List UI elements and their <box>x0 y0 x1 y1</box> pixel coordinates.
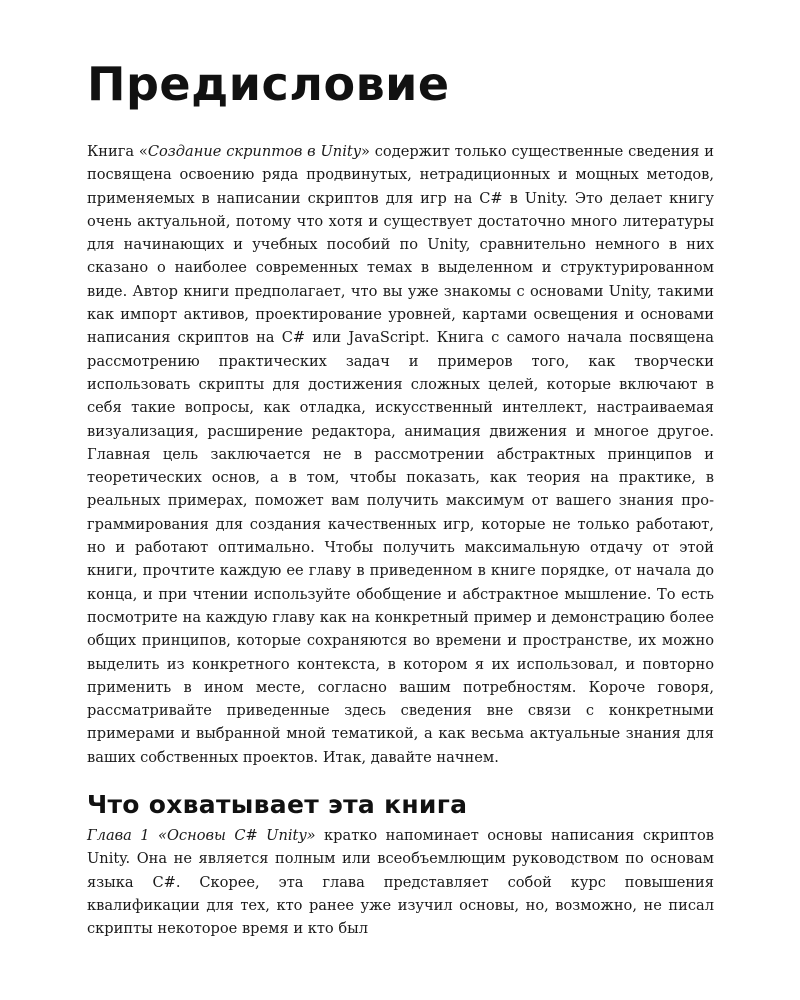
chapter-reference: Глава 1 «Основы C# Unity» <box>87 827 316 845</box>
preface-lead: Книга « <box>87 143 148 160</box>
preface-paragraph <box>87 140 714 769</box>
chapter-paragraph <box>87 824 714 940</box>
section-title: Что охватывает эта книга <box>87 790 468 820</box>
preface-text: » содержит только существенные сведения и посвящена освоению ряда продвинутых, нетрадиционных и мощных методов, применяемых в написании скриптов для игр на C# в Unity. Это делает книгу очень актуальной, потому что хотя и существует достаточно много литературы для начинающих и учебных пособий по Unity, сравнительно немного в них сказано о наиболее современных темах в выделенном и структурированном виде. Автор книги предполагает, что вы уже знакомы с основами Unity, такими как импорт активов, проектирование уровней, картами освещения и основами написания скриптов на C# или JavaScript. Книга с самого начала посвящена рассмотрению практических задач и примеров того, как творчески использовать скрипты для достижения сложных целей, которые включают в себя такие вопросы, как отладка, искусственный интеллект, настраиваемая визуализация, расширение редактора, анимация движения и многое другое. Главная цель заключается не в рассмотрении абстрактных принципов и теоретических основ, а в том, чтобы показать, как теория на практике, в реальных примерах, поможет вам получить максимум от вашего знания программирования для создания качественных игр, которые не только работают, но и работают оптимально. Чтобы получить максимальную отдачу от этой книги, прочтите каждую ее главу в приведенном в книге порядке, от начала до конца, и при чтении используйте обобщение и абстрактное мышление. То есть посмотрите на каждую главу как на конкретный пример и демонстрацию более общих принципов, которые сохраняются во времени и пространстве, их можно выделить из конкретного контекста, в котором я их использовал, и повторно применить в ином месте, согласно вашим потребностям. Короче говоря, рассматривайте приведенные здесь сведения вне связи с конкретными примерами и выбранной мной тематикой, а как весьма актуальные знания для ваших собственных проектов. Итак, давайте начнем. <box>87 143 714 766</box>
book-title: Создание скриптов в Unity <box>147 143 361 160</box>
chapter-text: кратко напоминает основы написания скриптов Unity. Она не является полным или всеобъемлющим руководством по основам языка C#. Скорее, эта глава представляет собой курс повышения квалификации для тех, кто ранее уже изучил основы, но, возможно, не писал скрипты некоторое время и кто был <box>87 827 714 938</box>
page <box>87 58 714 941</box>
page-title: Предисловие <box>87 57 450 111</box>
